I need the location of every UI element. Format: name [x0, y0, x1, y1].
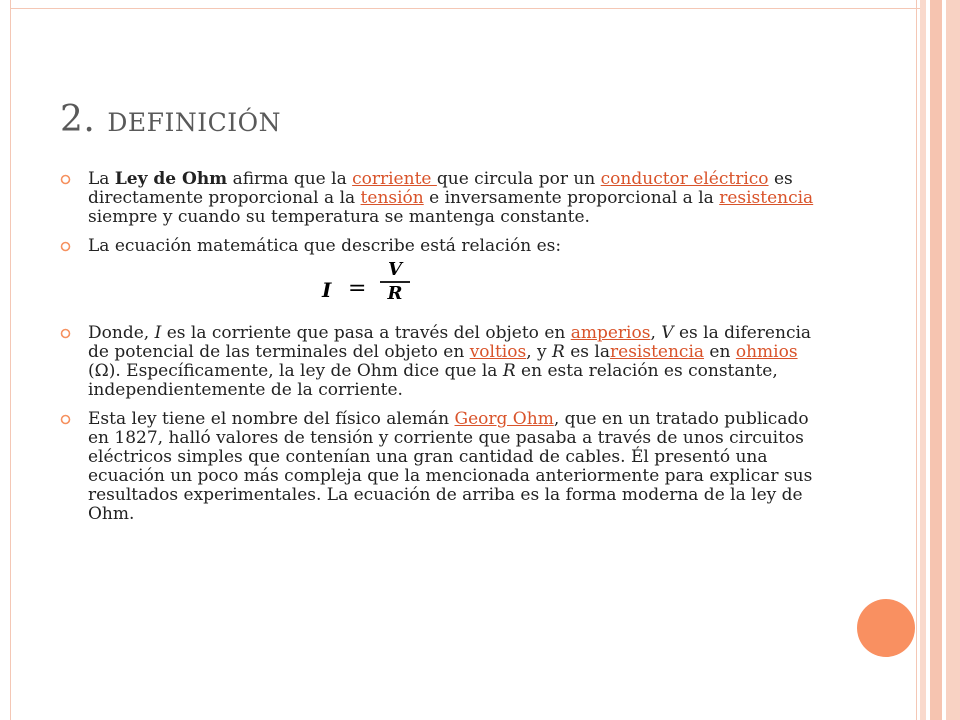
- text: Donde,: [88, 323, 155, 343]
- hollow-circle-bullet-icon: [60, 174, 70, 184]
- title-number: 2.: [60, 99, 96, 140]
- bullet-variables: [60, 324, 830, 400]
- formula-equals: =: [348, 276, 367, 301]
- bullet-history: [60, 410, 830, 524]
- text: , y: [526, 342, 553, 362]
- text: que circula por un: [436, 169, 601, 189]
- formula-denominator: R: [387, 283, 403, 304]
- text: e inversamente proporcional a la: [423, 188, 720, 208]
- frame-right-line: [916, 0, 917, 720]
- slide-title: [60, 98, 840, 142]
- link-georg-ohm[interactable]: Georg Ohm: [454, 409, 554, 429]
- text: siempre y cuando su temperatura se mantenga constante.: [88, 207, 590, 227]
- var-r: R: [502, 361, 516, 381]
- hollow-circle-bullet-icon: [60, 414, 70, 424]
- formula-numerator: V: [388, 259, 402, 280]
- text: afirma que la: [227, 169, 353, 189]
- text: La ecuación matemática que describe está relación es:: [88, 236, 562, 256]
- text: en esta relación es constante, independientemente de la corriente.: [88, 361, 778, 400]
- stripe: [946, 0, 960, 720]
- ohm-formula: [322, 259, 830, 312]
- stripe: [930, 0, 942, 720]
- link-amperios[interactable]: amperios: [570, 323, 651, 343]
- text: es directamente proporcional a la: [88, 169, 793, 208]
- var-r: R: [552, 342, 565, 362]
- text: , que en un tratado publicado en 1827, halló valores de tensión y corriente que pasaba a través de unos circuitos eléctricos simples que contenían una gran cantidad de cables. Él presentó una ecuación un poco más compleja que la mencionada anteriormente para explicar sus resultados experimentales. La ecuación de arriba es la forma moderna de la ley de Ohm.: [88, 409, 813, 524]
- var-i: I: [154, 323, 162, 343]
- link-ohmios[interactable]: ohmios: [735, 342, 798, 362]
- text: Esta ley tiene el nombre del físico alemán: [88, 409, 455, 429]
- term-ley-de-ohm: Ley de Ohm: [114, 169, 228, 189]
- formula-lhs: I: [322, 278, 332, 302]
- link-tension[interactable]: tensión: [360, 188, 424, 208]
- hollow-circle-bullet-icon: [60, 241, 70, 251]
- slide-content: [60, 170, 830, 534]
- title-word: definición: [107, 99, 281, 140]
- formula-fraction: [380, 260, 410, 304]
- bullet-definition: [60, 170, 830, 227]
- frame-left-line: [10, 0, 11, 720]
- accent-circle-icon: [857, 599, 915, 657]
- text: en: [704, 342, 736, 362]
- frame-top-line: [10, 8, 920, 9]
- text: es la: [564, 342, 611, 362]
- text: ,: [650, 323, 662, 343]
- bullet-equation-intro: [60, 237, 830, 256]
- link-voltios[interactable]: voltios: [469, 342, 527, 362]
- var-v: V: [661, 323, 674, 343]
- link-resistencia[interactable]: resistencia: [610, 342, 705, 362]
- link-conductor-electrico[interactable]: conductor eléctrico: [600, 169, 769, 189]
- link-resistencia[interactable]: resistencia: [719, 188, 814, 208]
- hollow-circle-bullet-icon: [60, 328, 70, 338]
- text: es la diferencia de potencial de las terminales del objeto en: [88, 323, 812, 362]
- link-corriente[interactable]: corriente: [352, 169, 437, 189]
- text: es la corriente que pasa a través del objeto en: [161, 323, 571, 343]
- right-stripes: [920, 0, 960, 720]
- text: La: [88, 169, 115, 189]
- text: (Ω). Específicamente, la ley de Ohm dice que la: [88, 361, 503, 381]
